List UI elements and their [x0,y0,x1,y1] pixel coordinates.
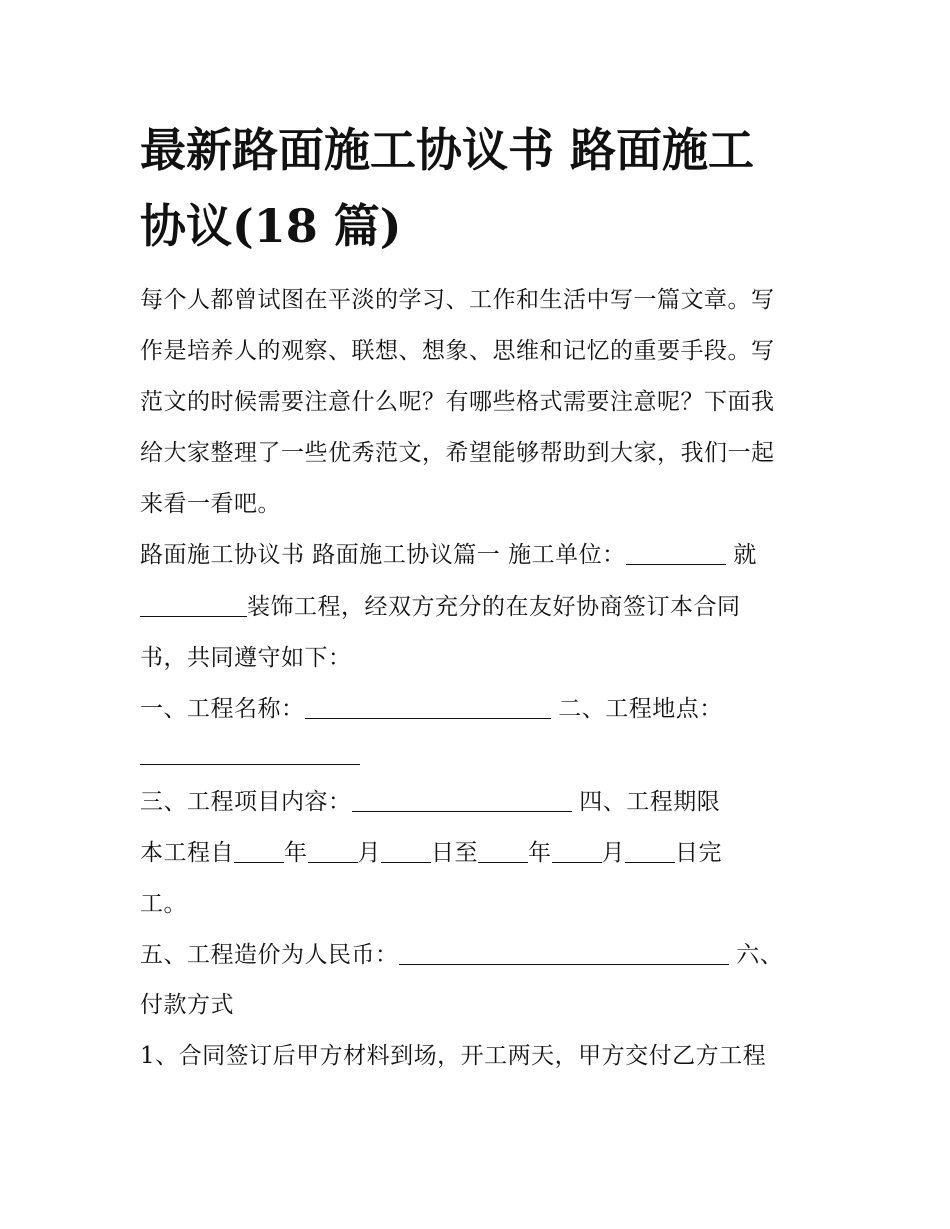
project-cost-label: 五、工程造价为人民币： [140,942,399,968]
project-content-blank [352,789,572,812]
start-month-blank [308,840,358,863]
intro-line-2: 作是培养人的观察、联想、想象、思维和记忆的重要手段。写 [140,338,775,364]
title-line-2: 协议(18 篇) [140,199,402,253]
contractor-label: 路面施工协议书 路面施工协议篇一 施工单位： [140,542,626,568]
start-year-label: 年 [284,840,308,866]
project-content-label: 三、工程项目内容： [140,789,352,815]
item-project-cost [140,940,783,970]
intro-line-1: 每个人都曾试图在平淡的学习、工作和生活中写一篇文章。写 [140,287,775,313]
period-prefix: 本工程自 [140,840,234,866]
item-project-content [140,787,720,817]
end-year-label: 年 [528,840,552,866]
period-end-line: 工。 [140,891,187,917]
title-line-1: 最新路面施工协议书 路面施工 [140,123,755,177]
end-day-label: 日完 [675,840,722,866]
project-period-label: 四、工程期限 [571,789,721,815]
intro-line-5: 来看一看吧。 [140,491,281,517]
start-year-blank [234,840,284,863]
project-after: 装饰工程，经双方充分的在友好协商签订本合同 [247,594,741,620]
project-location-label: 二、工程地点： [550,696,723,722]
item-project-name [140,694,723,724]
start-month-label: 月 [357,840,381,866]
contract-intro-line-3: 书，共同遵守如下： [140,645,352,671]
end-day-blank [625,840,675,863]
intro-line-4: 给大家整理了一些优秀范文，希望能够帮助到大家，我们一起 [140,440,775,466]
contract-intro-line-1 [140,540,757,570]
project-name-blank [305,696,551,719]
end-month-blank [552,840,602,863]
payment-heading: 付款方式 [140,992,234,1018]
end-year-blank [478,840,528,863]
payment-heading-start: 六、 [728,942,784,968]
project-location-line [140,740,360,770]
contract-intro-line-2 [140,592,741,622]
payment-clause-1: 1、合同签订后甲方材料到场，开工两天，甲方交付乙方工程 [140,1043,767,1069]
document-title [140,112,820,264]
intro-line-3: 范文的时候需要注意什么呢？有哪些格式需要注意呢？下面我 [140,389,775,415]
contractor-blank [626,542,726,565]
project-blank [140,594,247,617]
project-name-label: 一、工程名称： [140,696,305,722]
period-line [140,838,722,868]
start-day-label: 日至 [431,840,478,866]
end-month-label: 月 [601,840,625,866]
project-location-blank [140,742,360,765]
start-day-blank [381,840,431,863]
project-cost-blank [399,942,729,965]
contractor-after: 就 [725,542,757,568]
